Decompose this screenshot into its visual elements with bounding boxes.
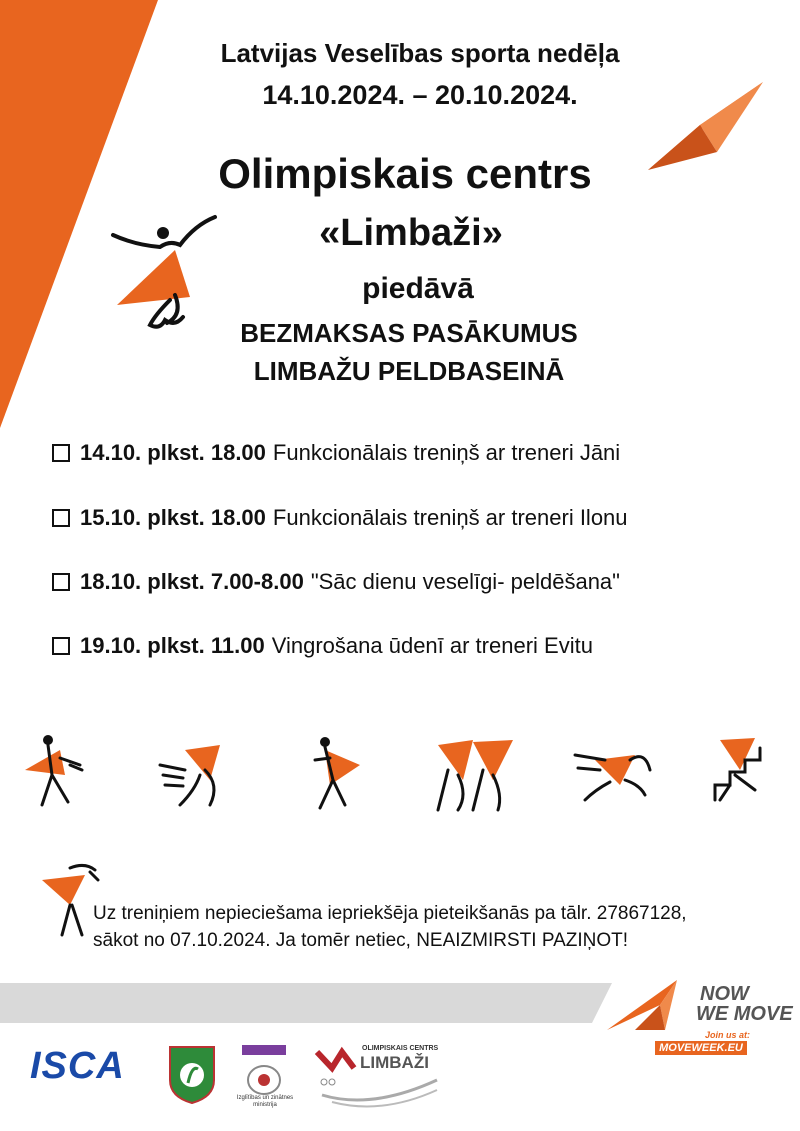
- checkbox-icon: [52, 509, 70, 527]
- event-dates: 14.10.2024. – 20.10.2024.: [262, 80, 578, 110]
- event-title: Funkcionālais treniņš ar treneri Ilonu: [272, 505, 628, 530]
- list-item: [52, 505, 628, 531]
- registration-note: [93, 900, 783, 954]
- skater-figure-icon: [20, 730, 90, 815]
- location-heading: LIMBAŽU PELDBASEINĀ: [253, 356, 565, 386]
- note-line: sākot no 07.10.2024. Ja tomēr netiec, NEAIZMIRSTI PAZIŅOT!: [93, 930, 629, 951]
- event-time: 15.10. plkst. 18.00: [80, 505, 266, 530]
- ocl-name: LIMBAŽI: [360, 1053, 429, 1072]
- now-we-move-text: WE MOVE: [696, 1003, 793, 1025]
- event-title: Funkcionālais treniņš ar treneri Jāni: [272, 440, 621, 465]
- swimmer-figure-icon: [570, 730, 660, 815]
- event-time: 18.10. plkst. 7.00-8.00: [80, 569, 304, 594]
- checkbox-icon: [52, 637, 70, 655]
- now-we-move-text: NOW: [700, 983, 749, 1005]
- event-title: "Sāc dienu veselīgi- peldēšana": [310, 569, 620, 594]
- footer-band: [0, 983, 612, 1023]
- moveweek-url: MOVEWEEK.EU: [655, 1041, 747, 1055]
- checkbox-icon: [52, 573, 70, 591]
- list-item: [52, 569, 620, 595]
- event-name: Latvijas Veselības sporta nedēļa: [220, 38, 620, 68]
- ministry-name: Izglītības un zinātnes ministrija: [236, 1095, 294, 1108]
- isca-logo: ISCA: [30, 1045, 125, 1087]
- offers-label: piedāvā: [362, 272, 474, 305]
- event-title: Vingrošana ūdenī ar treneri Evitu: [271, 633, 593, 658]
- runner-figure-icon: [305, 730, 365, 815]
- free-events-heading: BEZMAKSAS PASĀKUMUS: [240, 318, 578, 348]
- ltsa-logo: [168, 1045, 216, 1105]
- group-figure-icon: [428, 730, 518, 815]
- list-item: [52, 633, 593, 659]
- list-item: [52, 440, 620, 466]
- event-time: 14.10. plkst. 18.00: [80, 440, 266, 465]
- sprinter-figure-icon: [155, 730, 235, 815]
- stairs-figure-icon: [705, 730, 775, 815]
- note-line: Uz treniņiem nepieciešama iepriekšēja pieteikšanās pa tālr. 27867128,: [93, 903, 687, 924]
- event-time: 19.10. plkst. 11.00: [80, 633, 265, 658]
- join-us-label: Join us at:: [705, 1030, 751, 1040]
- organizer-name: Olimpiskais centrs: [218, 150, 592, 197]
- ocl-label: OLIMPISKAIS CENTRS: [362, 1045, 439, 1052]
- organizer-place: «Limbaži»: [319, 212, 503, 254]
- checkbox-icon: [52, 444, 70, 462]
